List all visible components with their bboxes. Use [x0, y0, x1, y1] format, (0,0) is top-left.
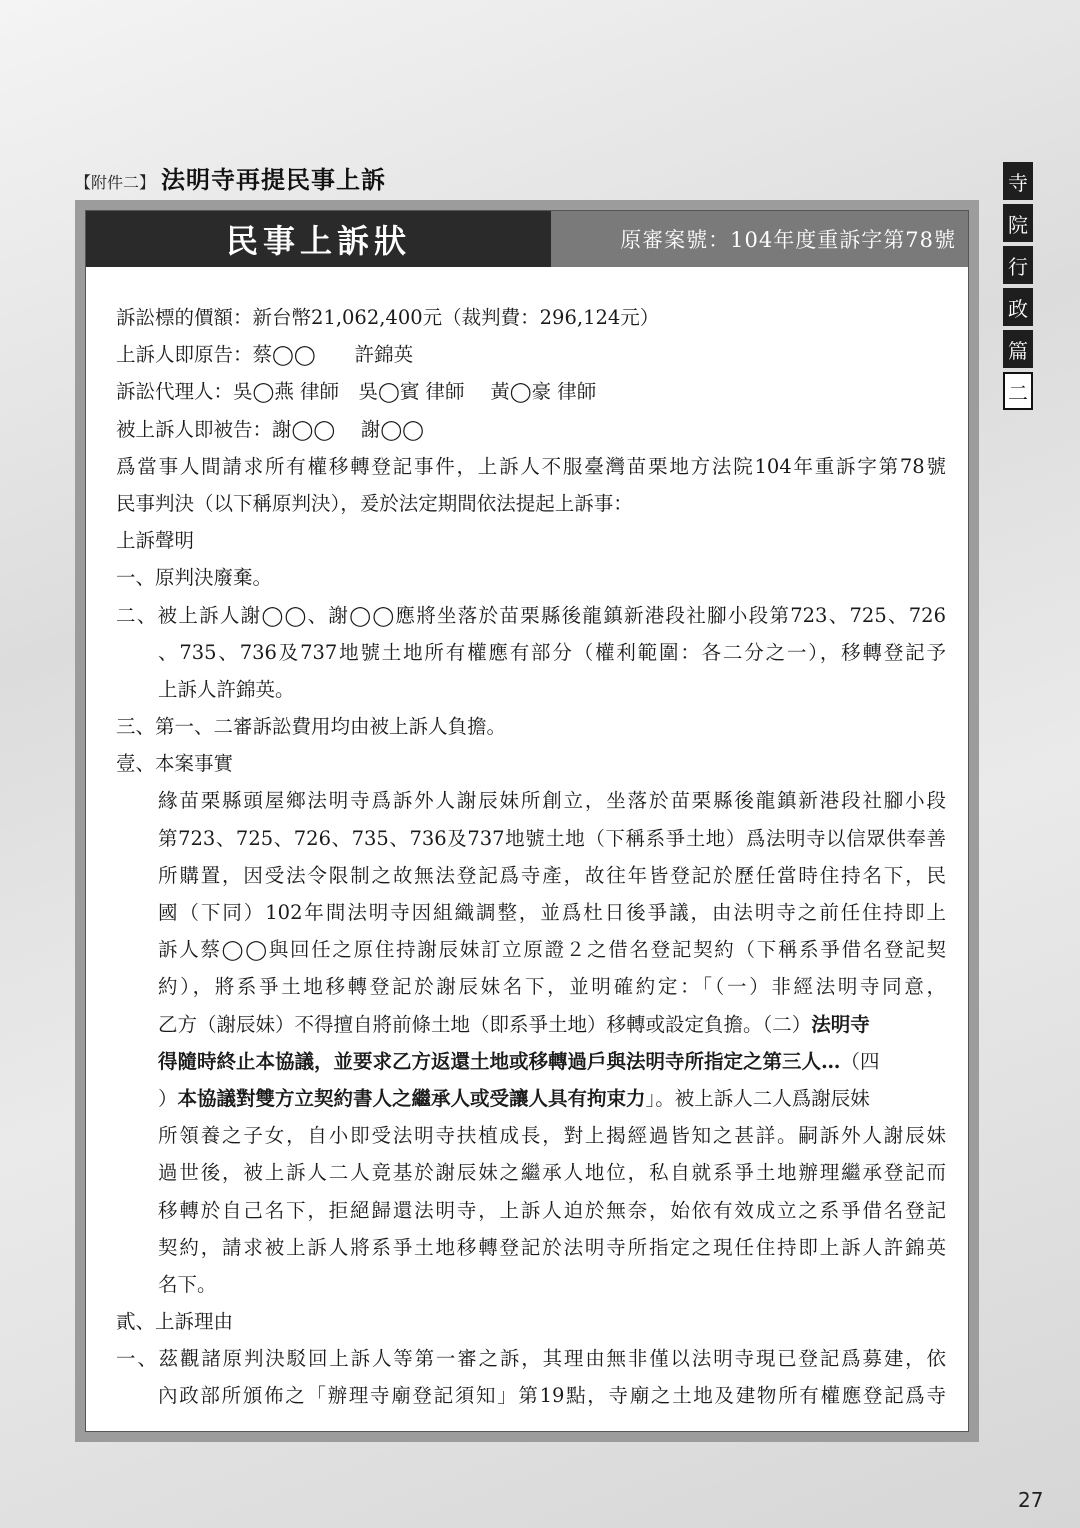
text-run: 」。被上訴人二人爲謝辰妹 [645, 1086, 870, 1110]
text-line [116, 1043, 946, 1080]
text-line: 所購置，因受法令限制之故無法登記爲寺產，故往年皆登記於歷任當時住持名下，民 [158, 863, 946, 887]
text-line: 所領養之子女，自小即受法明寺扶植成長，對上揭經過皆知之甚詳。嗣訴外人謝辰妹 [158, 1124, 946, 1148]
text-line: 名下。 [158, 1272, 217, 1296]
side-tab-1: 寺 [1003, 162, 1033, 200]
text-line: 民事判決（以下稱原判決），爰於法定期間依法提起上訴事： [116, 491, 633, 515]
side-tab-5: 篇 [1003, 330, 1033, 368]
text-line: 訴訟代理人：吳◯燕 律師 吳◯賓 律師 黃◯豪 律師 [116, 380, 597, 404]
section-heading: 上訴聲明 [116, 529, 195, 553]
bold-text-run: 本協議對雙方立契約書人之繼承人或受讓人具有拘束力 [177, 1086, 646, 1110]
text-run: 乙方（謝辰妹）不得擅自將前條土地（即系爭土地）移轉或設定負擔。（二） [158, 1012, 812, 1036]
section-heading: 貳、上訴理由 [116, 1310, 234, 1334]
text-run: （四 [840, 1049, 880, 1073]
document-body [116, 299, 946, 1415]
text-line: 過世後，被上訴人二人竟基於謝辰妹之繼承人地位，私自就系爭土地辦理繼承登記而 [158, 1161, 946, 1185]
text-line: 訴人蔡◯◯與回任之原住持謝辰妹訂立原證２之借名登記契約（下稱系爭借名登記契 [158, 938, 946, 962]
text-line: 緣苗栗縣頭屋鄉法明寺爲訴外人謝辰妹所創立，坐落於苗栗縣後龍鎮新港段社腳小段 [158, 789, 946, 813]
text-line: 訴訟標的價額：新台幣21,062,400元（裁判費：296,124元） [116, 306, 660, 329]
document-frame [75, 200, 979, 1442]
text-line [116, 1006, 946, 1043]
text-line: 上訴人即原告：蔡◯◯ 許錦英 [116, 343, 414, 367]
text-line: 移轉於自己名下，拒絕歸還法明寺，上訴人迫於無奈，始依有效成立之系爭借名登記 [158, 1198, 946, 1222]
text-line: 、735、736及737地號土地所有權應有部分（權利範圍：各二分之一），移轉登記予 [158, 640, 946, 664]
text-line: 被上訴人即被告：謝◯◯ 謝◯◯ [116, 417, 424, 441]
section-heading: 壹、本案事實 [116, 752, 234, 776]
text-line: 約），將系爭土地移轉登記於謝辰妹名下，並明確約定：「（一）非經法明寺同意， [158, 975, 946, 999]
text-line: 一、原判決廢棄。 [116, 566, 273, 590]
attachment-tag: 【附件二】 [75, 173, 156, 192]
chapter-side-tabs [1003, 162, 1035, 410]
document-sheet [85, 210, 969, 1432]
text-line: 國（下同）102年間法明寺因組織調整，並爲杜日後爭議，由法明寺之前任住持即上 [158, 901, 946, 924]
bold-text-run: 得隨時終止本協議，並要求乙方返還土地或移轉過戶與法明寺所指定之第三人… [158, 1049, 841, 1073]
bold-text-run: 法明寺 [811, 1012, 870, 1036]
text-line: 二、被上訴人謝◯◯、謝◯◯應將坐落於苗栗縣後龍鎮新港段社腳小段第723、725、726 [116, 603, 946, 627]
text-line: 爲當事人間請求所有權移轉登記事件，上訴人不服臺灣苗栗地方法院104年重訴字第78號 [116, 454, 946, 478]
side-tab-2: 院 [1003, 204, 1033, 242]
side-tab-6: 二 [1003, 372, 1033, 410]
text-line: 第723、725、726、735、736及737地號土地（下稱系爭土地）爲法明寺以信眾供奉善 [158, 826, 946, 850]
page-number: 27 [1018, 1488, 1044, 1512]
text-run: ） [158, 1086, 178, 1110]
case-number: 原審案號：104年度重訴字第78號 [551, 211, 968, 267]
side-tab-4: 政 [1003, 288, 1033, 326]
text-line: 三、第一、二審訴訟費用均由被上訴人負擔。 [116, 715, 507, 739]
text-line: 契約，請求被上訴人將系爭土地移轉登記於法明寺所指定之現任住持即上訴人許錦英 [158, 1235, 946, 1259]
text-line: 內政部所頒佈之「辦理寺廟登記須知」第19點，寺廟之土地及建物所有權應登記爲寺 [158, 1384, 946, 1408]
text-line [116, 1080, 946, 1117]
side-tab-3: 行 [1003, 246, 1033, 284]
attachment-header [75, 160, 386, 196]
text-line: 一、茲觀諸原判決駁回上訴人等第一審之訴，其理由無非僅以法明寺現已登記爲募建，依 [116, 1347, 946, 1371]
text-line: 上訴人許錦英。 [158, 677, 295, 701]
attachment-title: 法明寺再提民事上訴 [161, 166, 387, 194]
document-title-bar [86, 211, 968, 267]
document-title: 民事上訴狀 [86, 211, 551, 267]
